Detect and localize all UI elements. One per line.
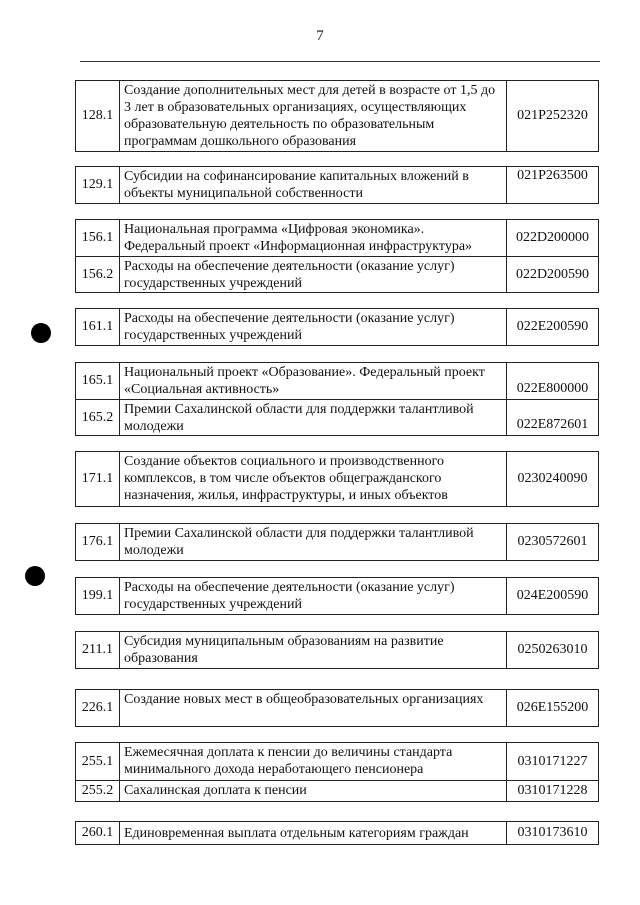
row-code: 0250263010 <box>506 632 598 668</box>
row-code: 022E872601 <box>506 400 598 435</box>
row-code: 021P252320 <box>506 81 598 151</box>
row-number: 226.1 <box>76 690 120 726</box>
row-number: 255.1 <box>76 743 120 780</box>
row-description: Национальная программа «Цифровая экономика». Федеральный проект «Информационная инфраструктура» <box>124 222 473 254</box>
row-code: 022D200000 <box>506 220 598 256</box>
row-number: 176.1 <box>76 524 120 560</box>
row-description: Создание объектов социального и производственного комплексов, в том числе объектов общегражданского назначения, жилья, инфраструктуры, и иных объектов <box>124 454 448 503</box>
row-code: 0230240090 <box>506 452 598 506</box>
row-description: Расходы на обеспечение деятельности (оказание услуг) государственных учреждений <box>124 580 455 612</box>
row-description: Субсидии на софинансирование капитальных вложений в объекты муниципальной собственности <box>124 169 469 201</box>
table-block <box>75 166 599 204</box>
table-block <box>75 451 599 507</box>
row-code: 026E155200 <box>506 690 598 726</box>
row-description: Субсидия муниципальным образованиям на развитие образования <box>124 634 444 666</box>
row-description: Премии Сахалинской области для поддержки талантливой молодежи <box>124 402 474 434</box>
table-block <box>75 362 599 436</box>
row-number: 260.1 <box>76 822 120 844</box>
punch-hole <box>25 566 45 586</box>
row-number: 199.1 <box>76 578 120 614</box>
header-rule <box>80 61 600 62</box>
table-block <box>75 523 599 561</box>
row-number: 171.1 <box>76 452 120 506</box>
row-number: 161.1 <box>76 309 120 345</box>
table-row <box>76 632 598 668</box>
row-description: Расходы на обеспечение деятельности (оказание услуг) государственных учреждений <box>124 311 455 343</box>
row-description: Расходы на обеспечение деятельности (оказание услуг) государственных учреждений <box>124 259 455 291</box>
table-row <box>76 452 598 506</box>
table-row <box>76 363 598 399</box>
row-code: 022E200590 <box>506 309 598 345</box>
row-code: 0310171228 <box>506 781 598 801</box>
row-code: 022E800000 <box>506 363 598 399</box>
table-row <box>76 822 598 844</box>
row-number: 211.1 <box>76 632 120 668</box>
table-row <box>76 690 598 726</box>
table-row <box>76 780 598 801</box>
table-row <box>76 743 598 780</box>
row-code: 022D200590 <box>506 257 598 292</box>
row-code: 024E200590 <box>506 578 598 614</box>
table-block <box>75 821 599 845</box>
row-number: 255.2 <box>76 781 120 801</box>
row-description: Создание дополнительных мест для детей в возрасте от 1,5 до 3 лет в образовательных организациях, осуществляющих образовательную деятельность по образовательным программам дошкольного образования <box>124 83 496 149</box>
row-code: 0310173610 <box>506 822 598 844</box>
table-block <box>75 80 599 152</box>
row-number: 128.1 <box>76 81 120 151</box>
table-block <box>75 219 599 293</box>
punch-hole <box>31 323 51 343</box>
table-block <box>75 742 599 802</box>
row-code: 0230572601 <box>506 524 598 560</box>
table-row <box>76 81 598 151</box>
row-description: Единовременная выплата отдельным категориям граждан <box>124 826 469 841</box>
row-code: 0310171227 <box>506 743 598 780</box>
row-number: 165.2 <box>76 400 120 435</box>
table-row <box>76 524 598 560</box>
row-number: 156.1 <box>76 220 120 256</box>
table-row <box>76 167 598 203</box>
table-row <box>76 256 598 292</box>
row-number: 165.1 <box>76 363 120 399</box>
row-code: 021P263500 <box>506 167 598 203</box>
table-row <box>76 578 598 614</box>
table-block <box>75 631 599 669</box>
row-number: 156.2 <box>76 257 120 292</box>
row-description: Сахалинская доплата к пенсии <box>124 783 307 798</box>
page-number: 7 <box>316 28 324 44</box>
table-row <box>76 309 598 345</box>
row-number: 129.1 <box>76 167 120 203</box>
table-row <box>76 399 598 435</box>
table-row <box>76 220 598 256</box>
table-block <box>75 577 599 615</box>
table-block <box>75 308 599 346</box>
row-description: Премии Сахалинской области для поддержки талантливой молодежи <box>124 526 474 558</box>
table-block <box>75 689 599 727</box>
row-description: Ежемесячная доплата к пенсии до величины стандарта минимального дохода неработающего пенсионера <box>124 745 453 777</box>
row-description: Национальный проект «Образование». Федеральный проект «Социальная активность» <box>124 365 485 397</box>
row-description: Создание новых мест в общеобразовательных организациях <box>124 692 484 707</box>
